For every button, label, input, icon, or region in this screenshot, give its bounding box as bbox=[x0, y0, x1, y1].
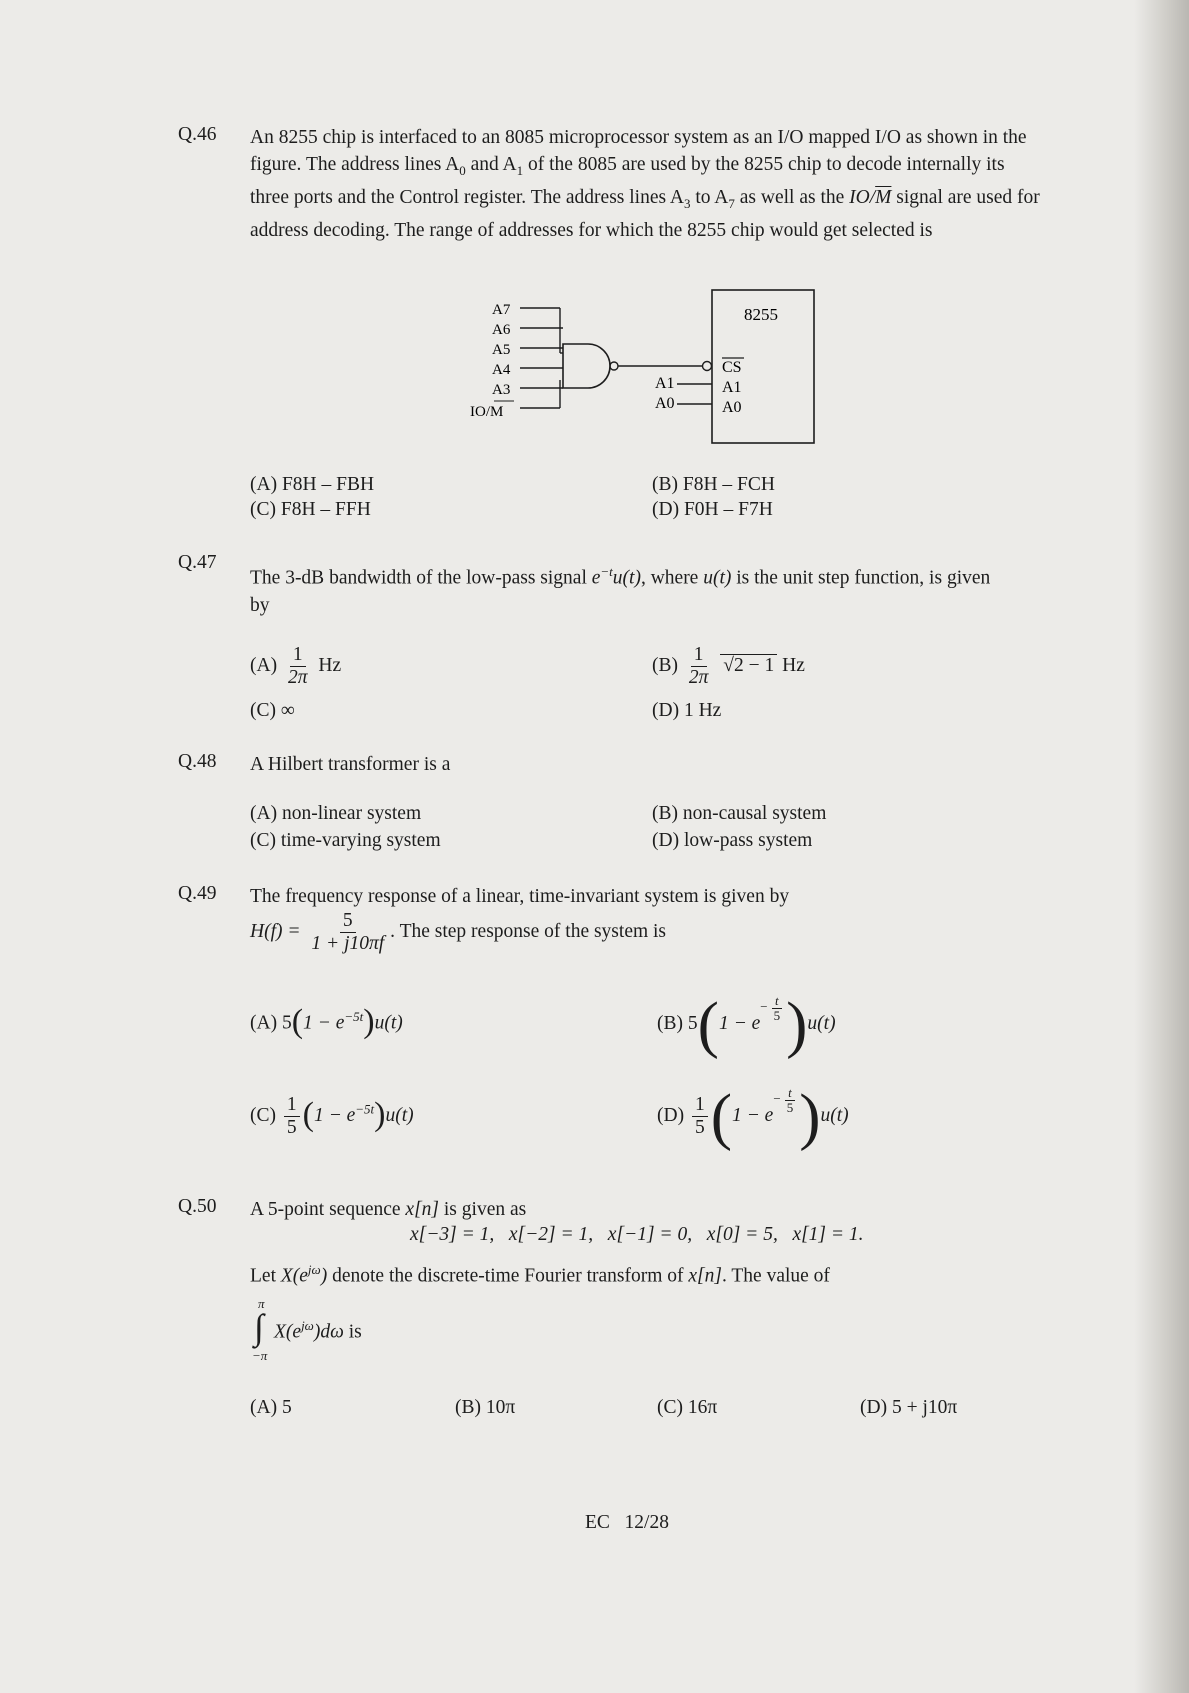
option-a: (A) $\frac{1}{2\pi}$ Hz bbox=[250, 644, 342, 688]
question-number: Q.48 bbox=[178, 751, 217, 772]
option-d: (D) $\frac{1}{5}$ ($1 - e^{- \frac{t}{5}}$ )u(t) bbox=[657, 1080, 849, 1152]
option-d: (D) 5 + j10π bbox=[860, 1397, 958, 1418]
a1-input-label: A1 bbox=[655, 375, 675, 392]
io-m-signal: $IO/\overline{M}$ bbox=[849, 186, 892, 208]
question-text: A 5-point sequence x[n] is given as bbox=[250, 1199, 527, 1220]
page-footer: EC 12/28 bbox=[585, 1512, 669, 1533]
option-a: (A) $5(1 - e^{-5t})u(t)$ bbox=[250, 1003, 403, 1040]
option-c: (C) time-varying system bbox=[250, 830, 441, 851]
question-number: Q.49 bbox=[178, 883, 217, 904]
question-number: Q.46 bbox=[178, 124, 217, 145]
question-text: The frequency response of a linear, time-invariant system is given by bbox=[250, 886, 790, 907]
chip-label: 8255 bbox=[744, 305, 778, 324]
question-text: The 3-dB bandwidth of the low-pass signal $e^{-t}u(t)$, where u(t) is the unit step function, is given by bbox=[250, 564, 991, 616]
input-a7: A7 bbox=[492, 302, 511, 318]
question-text: An 8255 chip is interfaced to an 8085 microprocessor system as an I/O mapped I/O as shown in the figure. The address lines $A_0$ and $A_1$ of the 8085 are used by the 8255 chip to decode internally its three ports and the Control register. The address lines $A_3$ to $A_7$ as well as the $IO/\overline{M}$ signal are used for address decoding. The range of addresses for which the 8255 chip would get selected is bbox=[250, 127, 1040, 241]
option-c: (C) F8H – FFH bbox=[250, 499, 371, 520]
option-c: (C) ∞ bbox=[250, 700, 295, 721]
nand-gate bbox=[563, 344, 610, 388]
nand-bubble bbox=[610, 362, 618, 370]
option-c: (C) $\frac{1}{5}$ $(1 - e^{-5t})u(t)$ bbox=[250, 1094, 414, 1138]
input-a5: A5 bbox=[492, 342, 511, 358]
input-a3: A3 bbox=[492, 382, 511, 398]
option-b: (B) non-causal system bbox=[652, 803, 827, 824]
option-b: (B) $\frac{1}{2\pi}$ √2 − 1 Hz bbox=[652, 644, 805, 688]
question-text: A Hilbert transformer is a bbox=[250, 754, 451, 775]
input-io-m: IO/M bbox=[470, 404, 504, 420]
frequency-response-formula: H(f) = $\frac{5}{1 + j10\pi f}$ . The step response of the system is bbox=[250, 910, 667, 954]
integral-sign: ∫ bbox=[254, 1307, 264, 1347]
circuit-diagram bbox=[0, 268, 1189, 468]
a0-pin-label: A0 bbox=[722, 399, 742, 416]
integral-expression: π ∫ −π $X(e^{j\omega})d\omega$ is bbox=[252, 1296, 362, 1363]
option-b: (B) F8H – FCH bbox=[652, 474, 775, 495]
question-text-2: Let $X(e^{j\omega})$ denote the discrete-time Fourier transform of x[n]. The value of bbox=[250, 1262, 830, 1287]
sequence-values: x[−3] = 1, x[−2] = 1, x[−1] = 0, x[0] = 5, x[1] = 1. bbox=[410, 1224, 864, 1245]
sqrt-expression: √2 − 1 bbox=[720, 654, 777, 677]
a0-input-label: A0 bbox=[655, 395, 675, 412]
question-number: Q.50 bbox=[178, 1196, 217, 1217]
option-a: (A) F8H – FBH bbox=[250, 474, 375, 495]
input-a4: A4 bbox=[492, 362, 511, 378]
option-d: (D) 1 Hz bbox=[652, 700, 722, 721]
input-a6: A6 bbox=[492, 322, 511, 338]
option-a: (A) 5 bbox=[250, 1397, 292, 1418]
cs-bubble bbox=[703, 362, 712, 371]
cs-label: CS bbox=[722, 359, 742, 376]
option-a: (A) non-linear system bbox=[250, 803, 422, 824]
option-b: (B) $5(1 - e^{- \frac{t}{5}}$ )u(t) bbox=[657, 988, 836, 1060]
page-edge-shadow bbox=[1134, 0, 1189, 1693]
option-d: (D) F0H – F7H bbox=[652, 499, 773, 520]
a1-pin-label: A1 bbox=[722, 379, 742, 396]
option-c: (C) 16π bbox=[657, 1397, 718, 1418]
question-number: Q.47 bbox=[178, 552, 217, 573]
option-d: (D) low-pass system bbox=[652, 830, 813, 851]
option-b: (B) 10π bbox=[455, 1397, 516, 1418]
